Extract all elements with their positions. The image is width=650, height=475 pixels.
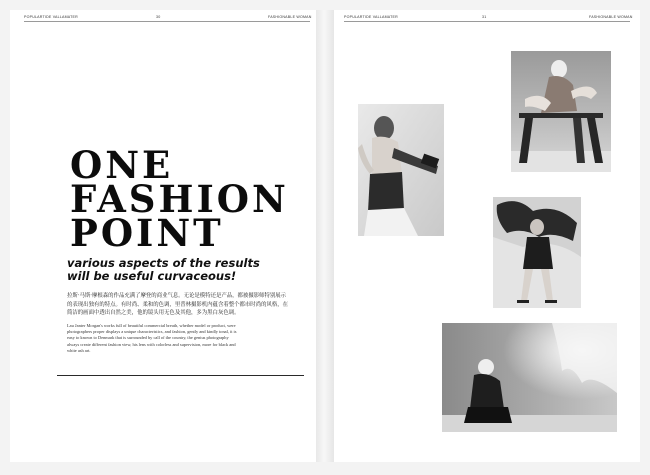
headline-line-2: FASHION	[70, 177, 289, 221]
left-header-section: FASHIONABLE WOMAN	[268, 15, 312, 19]
right-header-rule	[344, 21, 630, 22]
fashion-photo-fabric-model	[493, 197, 581, 308]
tagline-line-1: various aspects of the results	[67, 256, 260, 270]
right-header-publication: POPULARTIDE VALLAMATER	[344, 15, 398, 19]
headline-line-3: POINT	[70, 211, 224, 255]
headline-line-1: ONE	[70, 143, 174, 187]
tagline	[67, 257, 287, 282]
fashion-photo-crouching-model	[442, 323, 617, 432]
left-header-rule	[24, 21, 310, 22]
left-page-number: 30	[156, 15, 161, 19]
body-text-english: Lau Janter Morgan's works full of beautiful commercial breath, whether model or product, were photographers proper displays a unique characteristics, and fashion, gently and kindly tonal, it is easy to known to Denmark that is surrounded by call of the country, the genius photography always create different fashion view, his lens with colorless and supervision, more for black and white ash art.	[67, 323, 237, 353]
page-gutter	[316, 10, 334, 462]
fashion-photo-standing-model	[358, 104, 444, 236]
bottom-rule	[57, 375, 304, 376]
left-page	[10, 10, 316, 462]
headline	[70, 143, 289, 255]
fashion-photo-seated-model	[511, 51, 611, 172]
right-header-section: FASHIONABLE WOMAN	[589, 15, 633, 19]
right-page-number: 31	[482, 15, 487, 19]
body-text-chinese: 拉斯·马斯·摩根森的作品充满了摩登的商业气息。无论是模特还是产品，都被摄影师特别展示的表现出独有的特点。有时尚、柔和的色调，里普林摄影机内蕴含着整个都市时尚的风格，在简洁的画面中透出自然之美，他的镜头用无色及其他，多为黑白灰色调。	[67, 293, 289, 317]
left-header-publication: POPULARTIDE VALLAMATER	[24, 15, 78, 19]
tagline-line-2: will be useful curvaceous!	[67, 268, 237, 283]
